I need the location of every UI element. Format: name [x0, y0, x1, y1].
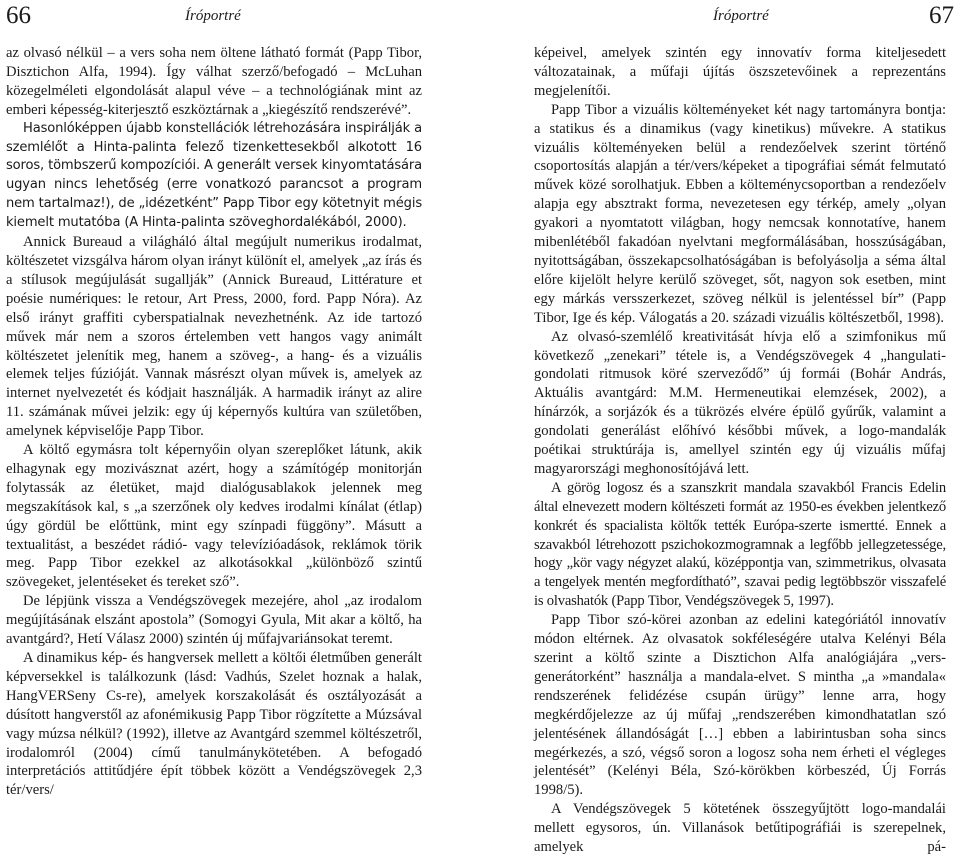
paragraph: De lépjünk vissza a Vendégszövegek mezejére, ahol „az irodalom megújításának elszánt apostola” (Somogyi Gyula, Mit akar a költő, ha avantgárd?, Hetí Válasz 2000) szintén új műfajvariánsokat teremt.: [6, 593, 422, 648]
left-page: [0, 0, 480, 799]
paragraph: A dinamikus kép- és hangversek mellett a költői életműben generált képversekkel is találkozunk (lásd: Vadhús, Szelet hoznak a halak, HangVERSeny Cs-re), amelyek korszakolását és osztályozását a dúsított hangverstől az afonémikusig Papp Tibor rögzítette a Múzsával vagy múzsa nélkül? (1992), illetve az Avantgárd szemmel költészetről, irodalomról (2004) című tanulmánykötetében. A befogadó interpretációs attitűdjére épít többek között a Vendégszövegek 2,3 tér/vers/: [6, 650, 422, 799]
paragraph: Hasonlóképpen újabb konstellációk létrehozására inspirálják a szemlélőt a Hinta-palinta felező tizenkettesekből alkotott 16 soros, tömbszerű kompozíciói. A generált versek kinyomtatására ugyan nincs lehetőség (erre vonatkozó parancsot a program nem tartalmaz!), de „idézetként” Papp Tibor egy kötetnyit mégis kiemelt mutatóba (A Hinta-palinta szöveghordalékából, 2000).: [6, 120, 422, 231]
running-head: Íróportré: [713, 8, 769, 24]
running-head: Íróportré: [185, 8, 241, 24]
right-page-header: [480, 0, 960, 36]
paragraph: Annick Bureaud a világháló által megújult numerikus irodalmat, költészetet vizsgálva három olyan irányt különít el, amelyek „az írás és a stílusok megújulását sugallják” (Annick Bureaud, Littérature et poésie numériques: le retour, Art Press, 2000, ford. Papp Nóra). Az első irányt graffiti cyberspatialnak nevezhetnénk. Az ide tartozó művek már nem a szoros értelemben vett hangos vagy animált költészetet jelenítik meg, hanem a szöveg-, a hang- és a vizuális elemek teljes fúzióját. Vannak másrészt olyan művek is, amelyek az internet nyelvezetét és kódjait használják. A harmadik irányt az alire 11. számának művei jelzik: egy új képernyős kultúra van születőben, amelynek képviselője Papp Tibor.: [6, 234, 422, 440]
page-number: 66: [6, 2, 31, 29]
paragraph: A görög logosz és a szanszkrit mandala szavakból Francis Edelin által elnevezett modern költészeti formát az 1950-es években jelentkező konkrét és spacialista költők tették Európa-szerte ismertté. Ennek a szavakból létrehozott pszichokozmogramnak a legfőbb jellegzetessége, hogy „kör vagy négyzet alakú, középpontja van, szimmetrikus, olvasata a tengelyek mentén megfordítható”, szavai pedig legtöbbször visszafelé is olvashatók (Papp Tibor, Vendégszövegek 5, 1997).: [534, 479, 946, 610]
left-page-header: [0, 0, 480, 36]
paragraph: Az olvasó-szemlélő kreativitását hívja elő a szimfonikus mű következő „zenekari” tétele is, a Vendégszövegek 4 „hangulati-gondolati ritmusok köré szerveződő” új formái (Bohár András, Aktuális avantgárd: M.M. Hermeneutikai elemzések, 2002), a hínárzók, a sorjázók és a tükrözés elvére épülő gyűrűk, valamint a gondolati generálást előhívó későbbi művek, a logo-mandalák poétikai struktúrája is, amellyel szintén egy új vizuális műfaj magyarországi meghonosítójává lett.: [534, 328, 946, 477]
paragraph: az olvasó nélkül – a vers soha nem öltene látható formát (Papp Tibor, Disztichon Alfa, 1994). Így válhat szerző/befogadó – McLuhan közegelméleti elgondolását alapul véve – a technológiának mint az emberi képesség-kiterjesztő eszköztárnak a „kiegészítő rendszerévé”.: [6, 45, 422, 118]
page-number: 67: [929, 2, 954, 29]
right-page: [480, 0, 960, 856]
paragraph: Papp Tibor szó-körei azonban az edelini kategóriától innovatív módon eltérnek. Az olvasatok sokféleségére utalva Kelényi Béla szerint a költő szinte a Disztichon Alfa analógiájára „vers-generátorként” használja a mandala-elvet. S mintha „a »mandala« rendszerének felidézése csupán ürügy” lenne arra, hogy megkérdőjelezze az új műfaj „rendszerében kimondhatatlan szó jelentésének állandóságát […] ebben a labirintusban soha sincs megérkezés, a szó, végső soron a logosz soha nem érheti el végleges jelentését” (Kelényi Béla, Szó-körökben körbeszéd, Új Forrás 1998/5).: [534, 612, 946, 799]
paragraph: A költő egymásra tolt képernyőin olyan szereplőket látunk, akik elhagynak egy mozivásznat azért, hogy a számítógép monitorján folytassák az életüket, majd dialógusablakok jelennek meg megszakítások kal, s „a szerzőnek oly kedves irodalmi kínálat (étlap) úgy gördül be előttünk, mint egy színpadi függöny”. Másutt a textualitást, a beszédet rádió- vagy televízióadások, reklámok törik meg. Papp Tibor ezekkel az alkotásokkal „különböző szintű szövegeket, jelentéseket és tereket sző”.: [6, 442, 422, 591]
paragraph: képeivel, amelyek szintén egy innovatív forma kiteljesedett változatainak, a műfaji újítás öszszetevőinek a reprezentáns megjelenítői.: [534, 45, 946, 99]
paragraph: Papp Tibor a vizuális költeményeket két nagy tartományra bontja: a statikus és a dinamikus (vagy kinetikus) művekre. A statikus vizuális költeményeken belül a rendezőelvek szerint történő csoportosítás alapján a tér/vers/képeket a tipográfiai sémát felmutató művek közé sorolhatjuk. Ebben a költeménycsoportban a rendezőelv alapja egy absztrakt forma, nevezetesen egy térkép, amely „olyan gyakori a nyomtatott világban, hogy nemcsak konnotatíve, hanem mibenlétéből fakadóan nyelvtani megformálásában, hosszúságában, nyitottságában, összekapcsolhatóságában is befolyásolja a séma által előre kijelölt helyre kerülő szöveget, sőt, nagyon sok esetben, mint egy márkás versszerkezet, szöveg nélkül is jelentéssel bír” (Papp Tibor, Ige és kép. Válogatás a 20. századi vizuális költészetből, 1998).: [534, 101, 946, 326]
left-text-column: [6, 44, 422, 800]
paragraph: A Vendégszövegek 5 kötetének összegyűjtött logo-mandalái mellett egysoros, ún. Villanások betűtipográfiái is szerepelnek, amelyek pá-: [534, 801, 946, 856]
right-text-column: [534, 44, 946, 857]
